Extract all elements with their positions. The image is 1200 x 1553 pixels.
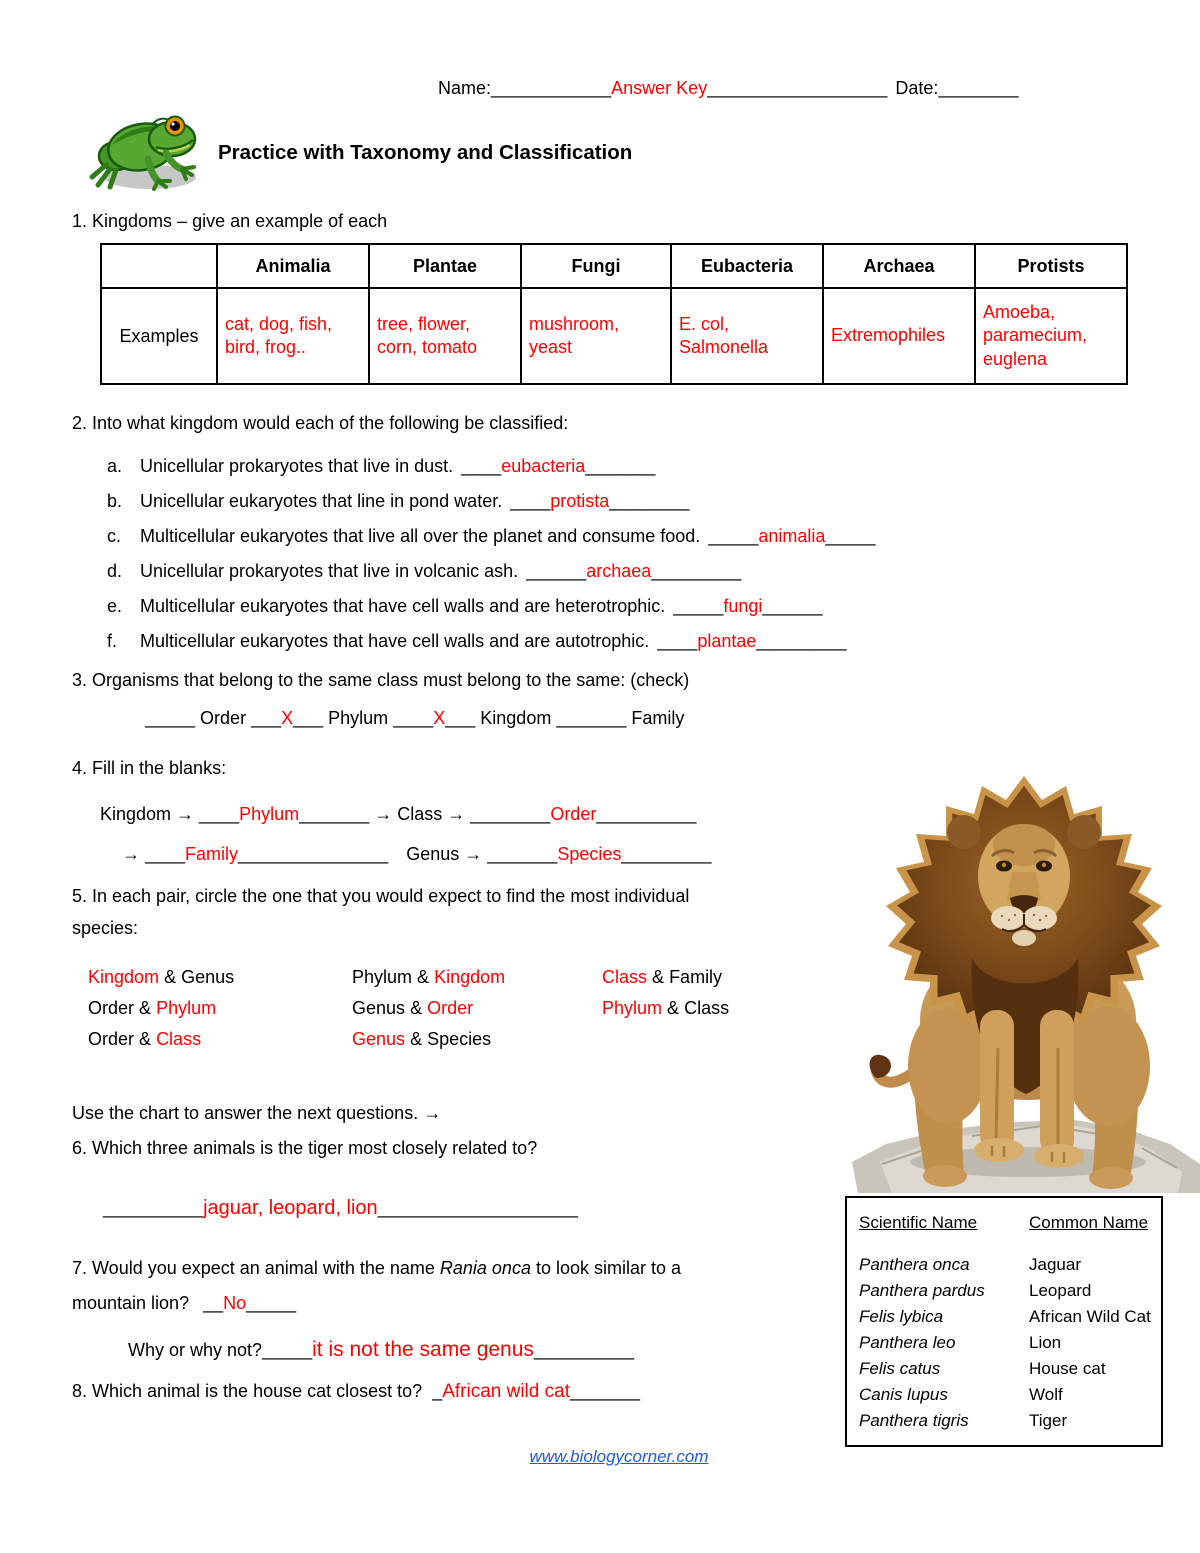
column-header-archaea: Archaea [823,244,975,288]
examples-plantae: tree, flower, corn, tomato [369,288,521,384]
answer-blank: _____ [246,1293,297,1313]
q7-line1 [72,1258,681,1280]
page-title: Practice with Taxonomy and Classification [218,141,633,164]
date-blank: ________ [938,78,1019,98]
taxonomy-sequence: _______________ [238,844,389,864]
taxonomy-sequence: → ____ [122,844,186,864]
circled-word: Phylum [602,998,663,1018]
item-text: Unicellular eukaryotes that line in pond water. [140,491,503,511]
kingdom-table-examples-row [101,288,1127,384]
common-name: Lion [1029,1333,1062,1352]
answer-blank: ____ [657,631,698,651]
q6-label: 6. Which three animals is the tiger most closely related to? [72,1138,538,1158]
answer-text: No [223,1293,247,1313]
scientific-name: Panthera tigris [859,1411,969,1430]
answer-text: animalia [758,526,826,546]
answer-blank: _________ [651,561,742,581]
ampersand: & [417,967,430,987]
common-name: Wolf [1029,1385,1063,1404]
taxonomy-sequence: Genus → _______ [406,844,558,864]
answer-key-blank: __________________ [707,78,888,98]
pair-word: Genus [352,998,406,1018]
answer-blank: _____ [673,596,724,616]
check-blank: ___ Phylum ____ [293,708,434,728]
pair-item [352,1024,505,1055]
examples-protists: Amoeba, paramecium, euglena [975,288,1127,384]
footer-link[interactable]: www.biologycorner.com [529,1447,709,1466]
item-letter: c. [107,526,122,546]
species-chart [845,1196,1163,1447]
item-text: Unicellular prokaryotes that live in volcanic ash. [140,561,519,581]
species-name-italic: Rania onca [439,1258,531,1278]
answer-text: African wild cat [442,1381,570,1402]
answer-blank: _ [432,1381,443,1401]
answer-text: eubacteria [501,456,586,476]
answer-blank: _____ [262,1340,313,1360]
pair-item [88,993,234,1024]
examples-archaea: Extremophiles [823,288,975,384]
answer-text: jaguar, leopard, lion [203,1197,378,1219]
scientific-name: Felis catus [859,1359,941,1378]
q2-item-c [107,526,875,548]
answer-text: Phylum [239,804,300,824]
species-row [859,1278,1161,1304]
pair-item [352,962,505,993]
circled-word: Kingdom [434,967,506,987]
pair-item [88,962,234,993]
answer-text: Species [557,844,622,864]
answer-blank: _________ [756,631,847,651]
answer-blank: _____ [825,526,876,546]
pair-word: Family [669,967,723,987]
answer-text: Family [185,844,239,864]
species-row [859,1304,1161,1330]
answer-blank: ____________________ [377,1198,578,1218]
q5-label-line2: species: [72,918,139,938]
item-letter: e. [107,596,123,616]
q7-line2 [72,1293,296,1315]
question-text: mountain lion? [72,1293,190,1313]
circled-word: Phylum [156,998,217,1018]
check-x: X [433,708,446,728]
question-text: to look similar to a [535,1258,682,1278]
empty-header-cell [101,244,217,288]
check-x: X [281,708,294,728]
q2-item-d [107,561,741,583]
q2-item-b [107,491,689,513]
taxonomy-sequence: __________ [596,804,697,824]
answer-text: plantae [697,631,757,651]
common-name: House cat [1029,1359,1106,1378]
q4-line2 [122,844,712,866]
circled-word: Kingdom [88,967,160,987]
common-name: African Wild Cat [1029,1307,1151,1326]
answer-text: Order [550,804,597,824]
lion-photo [852,748,1200,1193]
species-row [859,1252,1161,1278]
species-row [859,1382,1161,1408]
common-name: Tiger [1029,1411,1068,1430]
circled-word: Order [427,998,474,1018]
q4-line1 [100,804,696,826]
item-text: Multicellular eukaryotes that have cell walls and are heterotrophic. [140,596,666,616]
question-text: Why or why not? [128,1340,263,1360]
q5-pairs-column-3 [602,962,729,1024]
examples-animalia: cat, dog, fish, bird, frog.. [217,288,369,384]
answer-blank: __________ [103,1198,204,1218]
scientific-name: Panthera onca [859,1255,970,1274]
answer-blank: ______ [526,561,587,581]
answer-blank: ______ [762,596,823,616]
item-text: Multicellular eukaryotes that have cell walls and are autotrophic. [140,631,650,651]
pair-item [602,993,729,1024]
q2-item-f [107,631,846,653]
pair-item [88,1024,234,1055]
ampersand: & [139,998,152,1018]
pair-word: Genus [181,967,235,987]
circled-word: Genus [352,1029,406,1049]
column-header-animalia: Animalia [217,244,369,288]
ampersand: & [410,1029,423,1049]
ampersand: & [164,967,177,987]
item-letter: b. [107,491,123,511]
answer-text: archaea [586,561,652,581]
ampersand: & [652,967,665,987]
name-blank: ____________ [491,78,612,98]
ampersand: & [410,998,423,1018]
common-name-header: Common Name [1029,1213,1149,1232]
lion-illustration [852,748,1200,1193]
q5-pairs-column-1 [88,962,234,1055]
circled-word: Class [602,967,648,987]
q5-label-line1: 5. In each pair, circle the one that you would expect to find the most individual [72,886,690,906]
item-text: Unicellular prokaryotes that live in dust. [140,456,454,476]
q2-item-e [107,596,822,618]
examples-row-label: Examples [101,288,217,384]
answer-blank: __________ [533,1340,635,1360]
answer-text: it is not the same genus [312,1338,534,1361]
common-name: Jaguar [1029,1255,1081,1274]
q2-item-a [107,456,655,478]
answer-text: protista [550,491,610,511]
scientific-name: Felis lybica [859,1307,944,1326]
column-header-eubacteria: Eubacteria [671,244,823,288]
q2-label: 2. Into what kingdom would each of the following be classified: [72,413,569,433]
species-row [859,1356,1161,1382]
q3-label: 3. Organisms that belong to the same class must belong to the same: (check) [72,670,690,690]
column-header-fungi: Fungi [521,244,671,288]
q7-why-line [128,1337,634,1362]
scientific-name: Panthera leo [859,1333,956,1352]
circled-word: Class [156,1029,202,1049]
column-header-plantae: Plantae [369,244,521,288]
question-text: 8. Which animal is the house cat closest to? [72,1381,423,1401]
scientific-name: Canis lupus [859,1385,948,1404]
species-row [859,1330,1161,1356]
name-label: Name: [438,78,492,98]
item-letter: d. [107,561,123,581]
ampersand: & [667,998,680,1018]
pair-word: Species [427,1029,492,1049]
examples-eubacteria: E. col, Salmonella [671,288,823,384]
frog-illustration [82,103,204,193]
q4-label: 4. Fill in the blanks: [72,758,227,778]
answer-blank: ____ [510,491,551,511]
column-header-protists: Protists [975,244,1127,288]
species-row [859,1408,1161,1434]
answer-text: fungi [723,596,763,616]
question-text: 7. Would you expect an animal with the name [72,1258,435,1278]
taxonomy-sequence: _______ → Class → ________ [299,804,551,824]
kingdom-table-header-row [101,244,1127,288]
answer-blank: _____ [708,526,759,546]
answer-blank: ____ [461,456,502,476]
q8-line [72,1381,640,1404]
scientific-name-header: Scientific Name [859,1213,978,1232]
date-label: Date: [895,78,939,98]
pair-word: Order [88,1029,135,1049]
frog-icon [82,103,204,193]
use-chart-note: Use the chart to answer the next questions. → [72,1103,442,1123]
answer-blank: __ [203,1293,224,1313]
check-blank: _____ Order ___ [145,708,282,728]
item-text: Multicellular eukaryotes that live all over the planet and consume food. [140,526,701,546]
taxonomy-sequence: _________ [621,844,712,864]
examples-fungi: mushroom, yeast [521,288,671,384]
item-letter: a. [107,456,123,476]
answer-blank: _______ [585,456,656,476]
pair-word: Phylum [352,967,413,987]
footer [0,1447,1200,1467]
pair-word: Class [684,998,730,1018]
kingdom-table [100,243,1128,385]
scientific-name: Panthera pardus [859,1281,985,1300]
pair-item [602,962,729,993]
pair-item [352,993,505,1024]
common-name: Leopard [1029,1281,1092,1300]
answer-key-text: Answer Key [611,78,708,98]
taxonomy-sequence: Kingdom → ____ [100,804,240,824]
q3-check-line [145,708,684,730]
ampersand: & [139,1029,152,1049]
item-letter: f. [107,631,118,651]
check-blank: ___ Kingdom _______ Family [445,708,685,728]
species-chart-header [859,1210,1161,1236]
answer-blank: ________ [609,491,690,511]
pair-word: Order [88,998,135,1018]
q1-label: 1. Kingdoms – give an example of each [72,211,388,231]
answer-blank: _______ [569,1381,641,1401]
q6-answer-line [103,1196,578,1220]
header-line [438,78,1019,100]
q5-pairs-column-2 [352,962,505,1055]
